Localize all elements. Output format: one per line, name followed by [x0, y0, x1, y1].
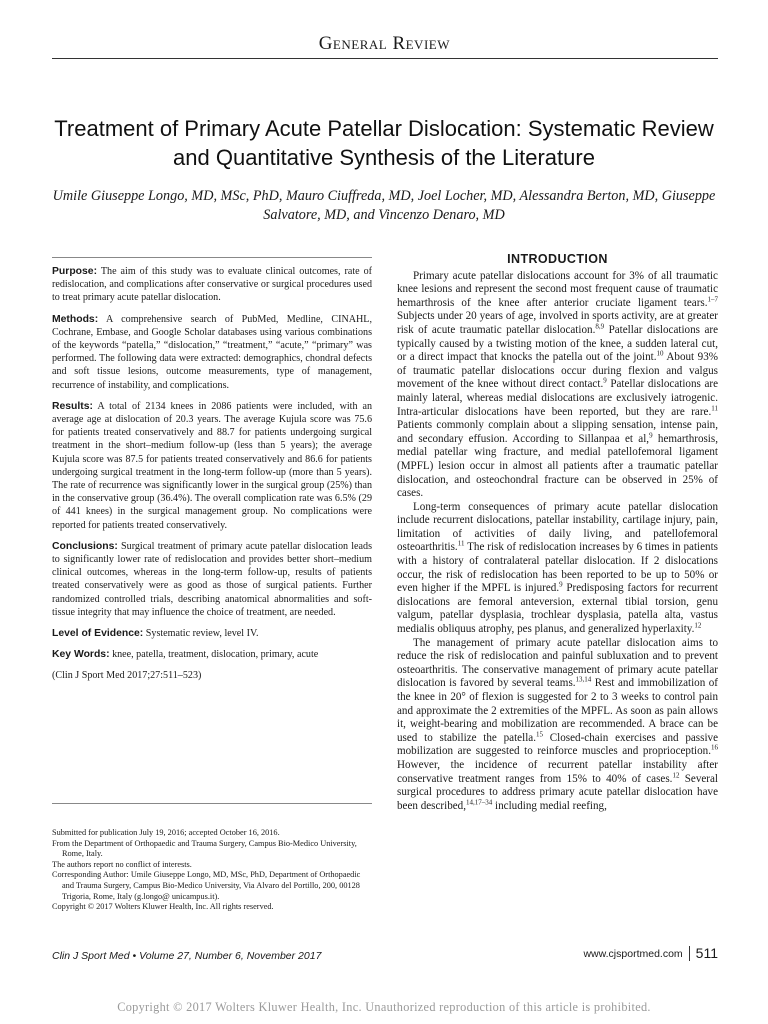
abstract-top-rule	[52, 257, 372, 258]
article-title: Treatment of Primary Acute Patellar Dislocation: Systematic Review and Quantitative Synthesis of the Literature	[54, 116, 714, 170]
footnote-correspondence: Corresponding Author: Umile Giuseppe Longo, MD, MSc, PhD, Department of Orthopaedic and Trauma Surgery, Campus Bio-Medico University, Via Alvaro del Portillo, 200, 00128 Trigoria, Rome, Italy (g.longo@ unicampus.it).	[52, 870, 361, 901]
text-run: hemarthrosis, medial patellar wing fracture, and medial patellofemoral ligament (MPFL) lesion occur in almost all patients after a traumatic patellar dislocation, and osteochondral fracture can be observed in 25% of cases.	[397, 432, 718, 500]
footnote-copyright: Copyright © 2017 Wolters Kluwer Health, Inc. All rights reserved.	[52, 902, 274, 912]
keywords-text: knee, patella, treatment, dislocation, primary, acute	[112, 649, 319, 661]
text-run: Primary acute patellar dislocations account for 3% of all traumatic knee lesions and represent the second most frequent cause of traumatic hemarthrosis of the knee after anterior cruciate ligament tears.	[397, 269, 718, 309]
text-run: However, the incidence of recurrent patellar instability after conservative treatment ranges from 15% to 40% of cases.	[397, 758, 718, 785]
abstract-conclusions	[52, 540, 372, 619]
footer-journal-info: Clin J Sport Med • Volume 27, Number 6, November 2017	[52, 950, 322, 962]
abstract-purpose	[52, 265, 372, 305]
citation-ref: 12	[672, 770, 680, 779]
citation-ref: 13,14	[575, 675, 592, 684]
methods-label: Methods:	[52, 313, 99, 325]
citation-ref: 11	[457, 539, 465, 548]
results-text: A total of 2134 knees in 2086 patients were included, with an average age at dislocation of 20.3 years. The average Kujula score was 75.6 for patients treated conservatively and 88.7 for patients undergoing surgical treatment in the short–medium follow-up (less than 5 years); the average Kujula score was 87.5 for patients treated conservatively and 86.6 for patients undergoing surgical treatment in the long-term follow-up (more than 5 years). The rate of recurrence was significantly lower in the surgical group (25%) than in the conservative group (36.4%). The overall complication rate was 6.5% (29 of 441 knees) in the surgical management group. No complications were reported for patients treated conservatively.	[52, 400, 372, 531]
page-number: 511	[689, 946, 718, 961]
results-label: Results:	[52, 400, 93, 412]
footer-right	[583, 946, 718, 961]
author-list: Umile Giuseppe Longo, MD, MSc, PhD, Mauro Ciuffreda, MD, Joel Locher, MD, Alessandra Berton, MD, Giuseppe Salvatore, MD, and Vincenzo Denaro, MD	[52, 188, 716, 223]
abstract-bottom-rule	[52, 803, 372, 804]
text-run: including medial reefing,	[492, 799, 607, 812]
conclusions-label: Conclusions:	[52, 540, 118, 552]
footnote-submitted: Submitted for publication July 19, 2016; accepted October 16, 2016.	[52, 828, 280, 837]
intro-paragraph-3	[397, 637, 718, 814]
text-run: The management of primary acute patellar dislocation aims to reduce the risk of redislocation and painful subluxation and to prevent osteoarthritis. The conservative management of primary acute patellar dislocation is favored by several teams.	[397, 636, 718, 690]
citation-ref: 12	[694, 621, 702, 630]
text-run: Predisposing factors for recurrent dislocations are femoral anteversion, external tibial torsion, genu valgum, patellar dysplasia, trochlear dysplasia, patella alta, vastus medialis obliquus atrophy, pes planus, and generalized hyperlaxity.	[397, 582, 718, 636]
header-rule	[52, 58, 718, 59]
intro-paragraph-2	[397, 501, 718, 637]
text-run: Subjects under 20 years of age, involved in sports activity, are at greater risk of acute traumatic patellar dislocation.	[397, 310, 718, 336]
citation-ref: 1–7	[707, 295, 718, 304]
citation-ref: 15	[535, 730, 543, 739]
abstract-keywords	[52, 648, 372, 661]
copyright-notice: Copyright © 2017 Wolters Kluwer Health, Inc. Unauthorized reproduction of this article is prohibited.	[117, 1000, 651, 1014]
text-run: The risk of redislocation increases by 6 times in patients with a history of contralateral patellar dislocation. If 2 dislocations occur, the risk of redislocation has been reported to be up to 50% or even higher if the MPFL is injured.	[397, 541, 718, 595]
citation-ref: 10	[656, 349, 664, 358]
citation-ref: 11	[711, 403, 718, 412]
abstract	[52, 265, 372, 691]
section-header-text: General Review	[318, 33, 450, 54]
text-run: Rest and immobilization of the knee in 20° of flexion is suggested for 2 to 3 weeks to control pain and approximate the 2 extremities of the MPFL. As soon as pain allows it, weight-bearing and mobilization are recommended. A brace can be used to stabilize the patella.	[397, 677, 718, 744]
intro-paragraph-1	[397, 270, 718, 501]
text-run: Patellar dislocations are mainly lateral, whereas medial dislocations are exclusively iatrogenic. Intra-articular dislocations have been reported, but they are rare.	[397, 378, 718, 418]
purpose-text: The aim of this study was to evaluate clinical outcomes, rate of redislocation, and complications after conservative or surgical procedures used to treat primary acute patellar dislocation.	[52, 266, 372, 304]
abstract-methods	[52, 313, 372, 392]
text-run: Long-term consequences of primary acute patellar dislocation include recurrent dislocations, patellar instability, cartilage injury, pain, limitation of activities of daily living, and patellofemoral osteoarthritis.	[397, 500, 718, 554]
footnotes	[52, 828, 372, 913]
citation-ref: 8,9	[595, 322, 605, 331]
citation-ref: 9	[603, 376, 607, 385]
citation-ref: 14,17–34	[466, 798, 493, 807]
text-run: Patellar dislocations are typically caused by a twisting motion of the knee, a sudden lateral cut, or a direct impact that knocks the patella out of the joint.	[397, 323, 718, 364]
keywords-label: Key Words:	[52, 649, 110, 661]
abstract-citation: (Clin J Sport Med 2017;27:511–523)	[52, 670, 202, 682]
footnote-affiliation: From the Department of Orthopaedic and Trauma Surgery, Campus Bio-Medico University, Rome, Italy.	[52, 838, 357, 859]
abstract-results	[52, 400, 372, 532]
introduction-section	[397, 253, 718, 813]
methods-text: A comprehensive search of PubMed, Medline, CINAHL, Cochrane, Embase, and Google Scholar databases using various combinations of the keywords “patella,” “dislocation,” “treatment,” “acute,” “primary” was performed. The following data were extracted: demographics, chondral defects and soft tissue lesions, outcome measurements, type of management, recurrence of instability, and complications.	[52, 313, 372, 391]
conclusions-text: Surgical treatment of primary acute patellar dislocation leads to significantly lower rate of redislocation and provides better short–medium clinical outcomes, whereas in the long-term follow-up, results of patients treated conservatively were as good as those of surgical patients. Further randomized controlled trials, describing anatomical abnormalities and soft-tissue integrity that may influence the choice of treatment, are needed.	[52, 540, 372, 618]
citation-ref: 9	[559, 580, 563, 589]
text-run: Patients commonly complain about a slipping sensation, intense pain, and secondary effusion. According to Sillanpaa et al,	[397, 419, 718, 445]
text-run: Closed-chain exercises and passive mobilization are suggested to reinforce muscles and proprioception.	[397, 731, 718, 758]
level-text: Systematic review, level IV.	[145, 628, 259, 640]
introduction-heading: INTRODUCTION	[507, 252, 608, 266]
purpose-label: Purpose:	[52, 266, 98, 277]
abstract-level	[52, 627, 372, 640]
footer-url-link[interactable]: www.cjsportmed.com	[583, 947, 683, 960]
citation-ref: 16	[711, 743, 718, 752]
level-label: Level of Evidence:	[52, 628, 144, 640]
text-run: Several surgical procedures to address primary acute patellar dislocation have been described,	[397, 772, 719, 812]
text-run: About 93% of traumatic patellar dislocations occur during flexion and valgus movement of the knee without direct contact.	[397, 351, 718, 391]
footnote-conflict: The authors report no conflict of interests.	[52, 859, 192, 869]
citation-ref: 9	[649, 431, 653, 440]
